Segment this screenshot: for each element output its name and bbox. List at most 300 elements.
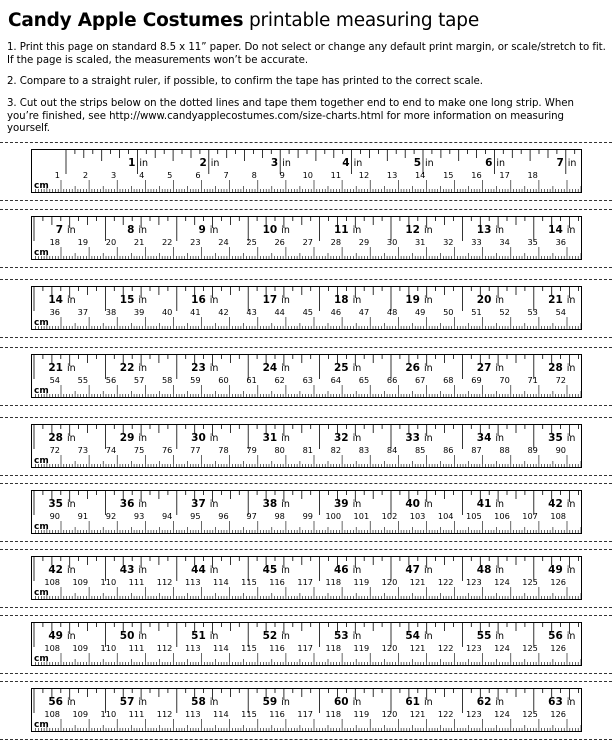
inch-unit: in — [496, 158, 506, 169]
inch-label: 18 — [333, 294, 349, 306]
inch-unit: in — [67, 697, 76, 708]
inch-unit: in — [281, 499, 290, 510]
tape-strip — [31, 216, 582, 260]
cm-label: 71 — [527, 375, 538, 385]
cm-label: 37 — [77, 307, 89, 317]
cm-label: 27 — [302, 237, 313, 247]
cm-label: 114 — [213, 643, 229, 653]
cm-label: 32 — [443, 237, 454, 247]
cm-label: 110 — [100, 577, 117, 587]
inch-label: 58 — [191, 696, 206, 708]
cm-label: 105 — [466, 511, 482, 521]
cm-label: 108 — [44, 643, 60, 653]
cm-label: 1 — [54, 170, 60, 180]
cm-label: 17 — [499, 170, 510, 180]
inch-label: 25 — [333, 362, 349, 374]
cm-label: 16 — [471, 170, 482, 180]
cm-label: 54 — [49, 375, 60, 385]
inch-unit: in — [138, 225, 148, 236]
inch-unit: in — [567, 158, 577, 169]
inch-unit: in — [352, 295, 362, 306]
inch-label: 48 — [476, 564, 492, 576]
cm-label: 111 — [128, 643, 145, 653]
cm-label: 90 — [555, 445, 566, 455]
cm-label: 58 — [161, 375, 173, 385]
inch-label: 22 — [119, 362, 135, 374]
inch-label: 53 — [333, 630, 349, 642]
inch-unit: in — [209, 697, 219, 708]
inch-unit: in — [209, 631, 219, 642]
inch-label: 49 — [48, 630, 63, 642]
inch-label: 35 — [548, 432, 563, 444]
cm-label: 86 — [443, 445, 454, 455]
inch-label: 7 — [55, 224, 63, 236]
inch-label: 24 — [262, 362, 278, 374]
cm-label: 110 — [100, 709, 117, 719]
cm-label: 18 — [527, 170, 538, 180]
cm-label: 125 — [522, 643, 538, 653]
cm-label: 24 — [218, 237, 229, 247]
inch-label: 43 — [119, 564, 135, 576]
cm-label: 30 — [386, 237, 398, 247]
cm-label: 124 — [494, 643, 510, 653]
cm-label: 109 — [72, 577, 89, 587]
inch-label: 27 — [476, 362, 492, 374]
cm-label: 126 — [550, 577, 566, 587]
cm-label: 33 — [471, 237, 482, 247]
inch-label: 51 — [191, 630, 206, 642]
inch-unit: in — [209, 295, 219, 306]
cm-label: 34 — [499, 237, 510, 247]
cm-label: 117 — [297, 577, 313, 587]
cm-label: 31 — [414, 237, 426, 247]
inch-unit: in — [566, 363, 576, 374]
inch-label: 42 — [548, 498, 563, 510]
inch-unit: in — [138, 499, 148, 510]
cm-label: 75 — [133, 445, 145, 455]
cut-line — [0, 337, 612, 338]
inch-unit: in — [352, 363, 362, 374]
inch-unit: in — [281, 225, 290, 236]
cm-label: 25 — [246, 237, 257, 247]
cm-label: 70 — [499, 375, 510, 385]
cm-label: 114 — [213, 709, 229, 719]
cm-label: 14 — [414, 170, 426, 180]
inch-unit: in — [352, 697, 362, 708]
inch-unit: in — [566, 697, 576, 708]
inch-label: 57 — [119, 696, 135, 708]
cm-label: 74 — [105, 445, 117, 455]
cm-label: 63 — [302, 375, 313, 385]
inch-label: 38 — [262, 498, 278, 510]
cm-label: 13 — [386, 170, 398, 180]
cm-label: 109 — [72, 709, 89, 719]
inch-label: 34 — [476, 432, 492, 444]
cm-label: 47 — [358, 307, 370, 317]
cut-line — [0, 681, 612, 682]
cut-line — [0, 347, 612, 348]
cm-label: 23 — [190, 237, 201, 247]
cm-label: 39 — [133, 307, 145, 317]
inch-label: 35 — [48, 498, 63, 510]
ruler-graphic — [32, 287, 582, 330]
cm-label: 111 — [128, 709, 145, 719]
inch-unit: in — [495, 295, 505, 306]
cm-label: 98 — [274, 511, 285, 521]
inch-unit: in — [281, 697, 290, 708]
cm-unit-label: cm — [34, 654, 49, 664]
inch-label: 56 — [548, 630, 563, 642]
inch-unit: in — [138, 697, 148, 708]
inch-label: 7 — [556, 157, 564, 169]
inch-label: 60 — [333, 696, 349, 708]
inch-unit: in — [138, 631, 148, 642]
brand-name: Candy Apple Costumes — [8, 10, 244, 31]
cm-label: 108 — [44, 709, 60, 719]
cm-label: 3 — [110, 170, 117, 180]
inch-unit: in — [424, 433, 433, 444]
inch-label: 19 — [405, 294, 420, 306]
cut-line — [0, 209, 612, 210]
cm-label: 117 — [297, 709, 313, 719]
tape-strip — [31, 424, 582, 468]
inch-label: 11 — [333, 224, 349, 236]
inch-unit: in — [352, 499, 362, 510]
cm-label: 54 — [555, 307, 566, 317]
cm-label: 10 — [302, 170, 313, 180]
cut-line — [0, 475, 612, 476]
cm-label: 115 — [241, 577, 257, 587]
cm-label: 113 — [184, 577, 201, 587]
cm-label: 113 — [184, 709, 201, 719]
ruler-graphic — [32, 557, 582, 600]
inch-label: 16 — [191, 294, 206, 306]
tape-strip — [31, 622, 582, 666]
cm-label: 48 — [386, 307, 398, 317]
inch-unit: in — [67, 295, 76, 306]
inch-unit: in — [424, 631, 433, 642]
cm-label: 43 — [246, 307, 257, 317]
cm-unit-label: cm — [34, 181, 49, 191]
inch-label: 21 — [48, 362, 63, 374]
ruler-graphic — [32, 355, 582, 398]
inch-unit: in — [495, 433, 505, 444]
inch-unit: in — [495, 565, 505, 576]
cm-label: 123 — [466, 709, 482, 719]
cm-label: 106 — [494, 511, 510, 521]
tape-strip — [31, 354, 582, 398]
inch-label: 40 — [405, 498, 420, 510]
inch-label: 33 — [405, 432, 420, 444]
inch-unit: in — [495, 225, 505, 236]
inch-label: 14 — [548, 224, 563, 236]
cm-label: 118 — [325, 577, 342, 587]
inch-unit: in — [425, 158, 434, 169]
inch-label: 55 — [476, 630, 492, 642]
inch-label: 45 — [262, 564, 278, 576]
inch-unit: in — [138, 565, 148, 576]
inch-label: 2 — [199, 157, 207, 169]
cm-label: 122 — [437, 643, 454, 653]
inch-unit: in — [566, 295, 576, 306]
cm-label: 26 — [274, 237, 285, 247]
inch-label: 36 — [119, 498, 135, 510]
inch-label: 39 — [333, 498, 349, 510]
tape-strip — [31, 149, 582, 193]
inch-unit: in — [67, 565, 76, 576]
ruler-graphic — [32, 217, 582, 260]
inch-label: 46 — [333, 564, 349, 576]
cm-label: 93 — [133, 511, 145, 521]
inch-unit: in — [67, 363, 76, 374]
inch-label: 23 — [191, 362, 206, 374]
inch-label: 31 — [262, 432, 278, 444]
cut-line — [0, 673, 612, 674]
instruction-3: 3. Cut out the strips below on the dotted lines and tape them together end to end to make one long strip. When you’re finished, see http://www.candyapplecostumes.com/size-charts.html for more information on measuring yourself. — [7, 98, 574, 135]
inch-unit: in — [495, 499, 505, 510]
cm-label: 118 — [325, 643, 342, 653]
cm-label: 15 — [443, 170, 454, 180]
cm-label: 73 — [77, 445, 89, 455]
cm-label: 68 — [443, 375, 454, 385]
inch-unit: in — [138, 295, 148, 306]
inch-label: 21 — [548, 294, 563, 306]
cm-unit-label: cm — [34, 318, 49, 328]
cm-label: 116 — [269, 709, 285, 719]
inch-label: 4 — [342, 157, 350, 169]
cm-label: 6 — [195, 170, 201, 180]
cm-label: 20 — [105, 237, 117, 247]
inch-unit: in — [138, 363, 148, 374]
cm-label: 126 — [550, 709, 566, 719]
cm-label: 69 — [471, 375, 482, 385]
inch-unit: in — [209, 433, 219, 444]
cm-label: 88 — [499, 445, 510, 455]
inch-unit: in — [281, 363, 290, 374]
cm-label: 49 — [414, 307, 426, 317]
inch-label: 15 — [119, 294, 135, 306]
inch-unit: in — [67, 631, 76, 642]
cm-label: 123 — [466, 577, 482, 587]
inch-unit: in — [566, 499, 576, 510]
cm-label: 60 — [218, 375, 229, 385]
cut-line — [0, 405, 612, 406]
cm-label: 36 — [555, 237, 566, 247]
cm-label: 112 — [156, 709, 173, 719]
inch-unit: in — [352, 225, 362, 236]
cm-label: 120 — [381, 577, 398, 587]
inch-unit: in — [67, 499, 76, 510]
inch-label: 63 — [548, 696, 563, 708]
cm-label: 97 — [246, 511, 257, 521]
cm-label: 101 — [353, 511, 370, 521]
inch-label: 61 — [405, 696, 420, 708]
inch-unit: in — [424, 295, 433, 306]
cm-label: 81 — [302, 445, 313, 455]
inch-label: 56 — [48, 696, 63, 708]
inch-label: 14 — [48, 294, 63, 306]
cm-label: 119 — [353, 709, 370, 719]
inch-unit: in — [281, 631, 290, 642]
inch-label: 54 — [405, 630, 420, 642]
cm-label: 46 — [330, 307, 342, 317]
cm-label: 4 — [139, 170, 145, 180]
cm-label: 41 — [190, 307, 201, 317]
cm-label: 114 — [213, 577, 229, 587]
inch-unit: in — [210, 158, 220, 169]
cm-label: 125 — [522, 709, 538, 719]
cm-label: 7 — [223, 170, 229, 180]
cut-line — [0, 483, 612, 484]
cm-label: 125 — [522, 577, 538, 587]
tape-strip — [31, 688, 582, 732]
inch-label: 37 — [191, 498, 206, 510]
inch-unit: in — [353, 158, 363, 169]
cm-label: 119 — [353, 643, 370, 653]
cm-label: 118 — [325, 709, 342, 719]
inch-unit: in — [424, 499, 433, 510]
inch-label: 59 — [262, 696, 278, 708]
cm-unit-label: cm — [34, 522, 49, 532]
tape-strip — [31, 490, 582, 534]
cm-label: 85 — [414, 445, 426, 455]
cm-label: 72 — [555, 375, 566, 385]
cm-label: 89 — [527, 445, 538, 455]
instruction-1: 1. Print this page on standard 8.5 x 11” paper. Do not select or change any default print margin, or scale/stretch to fit. If the page is scaled, the measurements won’t be accurate. — [7, 42, 606, 66]
inch-unit: in — [352, 631, 362, 642]
inch-label: 29 — [119, 432, 135, 444]
cm-label: 5 — [167, 170, 173, 180]
cm-label: 59 — [190, 375, 201, 385]
cm-label: 112 — [156, 643, 173, 653]
cm-label: 121 — [409, 577, 426, 587]
inch-label: 28 — [48, 432, 63, 444]
cm-label: 66 — [386, 375, 398, 385]
cm-label: 110 — [100, 643, 117, 653]
cm-unit-label: cm — [34, 720, 49, 730]
cm-label: 2 — [82, 170, 89, 180]
cut-line — [0, 417, 612, 418]
cut-line — [0, 615, 612, 616]
cm-label: 38 — [105, 307, 117, 317]
cm-label: 19 — [77, 237, 89, 247]
cm-label: 83 — [358, 445, 370, 455]
cm-label: 108 — [44, 577, 60, 587]
tape-strip — [31, 556, 582, 600]
cm-label: 67 — [414, 375, 426, 385]
inch-label: 30 — [191, 432, 206, 444]
inch-unit: in — [281, 295, 290, 306]
cm-label: 62 — [274, 375, 285, 385]
inch-label: 12 — [405, 224, 420, 236]
inch-unit: in — [209, 499, 219, 510]
cm-label: 102 — [381, 511, 398, 521]
cm-label: 50 — [443, 307, 454, 317]
ruler-graphic — [32, 689, 582, 732]
cm-label: 36 — [49, 307, 60, 317]
inch-label: 50 — [119, 630, 135, 642]
cm-label: 84 — [386, 445, 398, 455]
cut-line — [0, 541, 612, 542]
inch-label: 44 — [191, 564, 206, 576]
inch-unit: in — [495, 697, 505, 708]
cm-label: 57 — [133, 375, 145, 385]
cm-label: 120 — [381, 643, 398, 653]
inch-label: 28 — [548, 362, 563, 374]
inch-unit: in — [282, 158, 291, 169]
cm-label: 78 — [218, 445, 229, 455]
cm-label: 107 — [522, 511, 538, 521]
inch-label: 32 — [333, 432, 349, 444]
inch-unit: in — [424, 565, 433, 576]
cm-label: 122 — [437, 577, 454, 587]
cm-label: 40 — [161, 307, 173, 317]
cm-label: 94 — [161, 511, 173, 521]
cm-label: 119 — [353, 577, 370, 587]
cm-label: 8 — [251, 170, 257, 180]
cm-label: 35 — [527, 237, 538, 247]
cm-label: 121 — [409, 643, 426, 653]
cm-label: 109 — [72, 643, 89, 653]
cm-label: 22 — [161, 237, 173, 247]
instruction-2: 2. Compare to a straight ruler, if possible, to confirm the tape has printed to the correct scale. — [7, 76, 483, 87]
cm-label: 18 — [49, 237, 60, 247]
cm-label: 45 — [302, 307, 313, 317]
cm-label: 111 — [128, 577, 145, 587]
cm-label: 77 — [190, 445, 201, 455]
cut-line — [0, 549, 612, 550]
cm-label: 92 — [105, 511, 117, 521]
inch-unit: in — [281, 565, 290, 576]
inch-unit: in — [495, 363, 505, 374]
tape-strip — [31, 286, 582, 330]
inch-label: 8 — [127, 224, 135, 236]
inch-unit: in — [138, 433, 148, 444]
cm-label: 113 — [184, 643, 201, 653]
inch-label: 17 — [262, 294, 278, 306]
inch-unit: in — [139, 158, 149, 169]
inch-label: 41 — [476, 498, 492, 510]
inch-unit: in — [209, 225, 219, 236]
cm-label: 96 — [218, 511, 229, 521]
cm-label: 116 — [269, 577, 285, 587]
cm-label: 112 — [156, 577, 173, 587]
cm-label: 108 — [550, 511, 566, 521]
inch-label: 3 — [270, 157, 279, 169]
cm-label: 124 — [494, 709, 510, 719]
cm-label: 52 — [499, 307, 510, 317]
cm-label: 124 — [494, 577, 510, 587]
inch-unit: in — [495, 631, 505, 642]
inch-unit: in — [67, 225, 76, 236]
inch-label: 52 — [262, 630, 278, 642]
cm-label: 53 — [527, 307, 538, 317]
cm-unit-label: cm — [34, 588, 49, 598]
cm-label: 21 — [133, 237, 145, 247]
cm-label: 72 — [49, 445, 60, 455]
inch-label: 62 — [476, 696, 492, 708]
inch-label: 1 — [128, 157, 136, 169]
title-suffix: printable measuring tape — [243, 10, 480, 31]
cm-label: 116 — [269, 643, 285, 653]
inch-unit: in — [209, 363, 219, 374]
page-title — [8, 10, 479, 31]
inch-unit: in — [424, 225, 433, 236]
inch-unit: in — [67, 433, 76, 444]
inch-label: 9 — [198, 224, 206, 236]
inch-unit: in — [566, 631, 576, 642]
inch-unit: in — [566, 225, 576, 236]
